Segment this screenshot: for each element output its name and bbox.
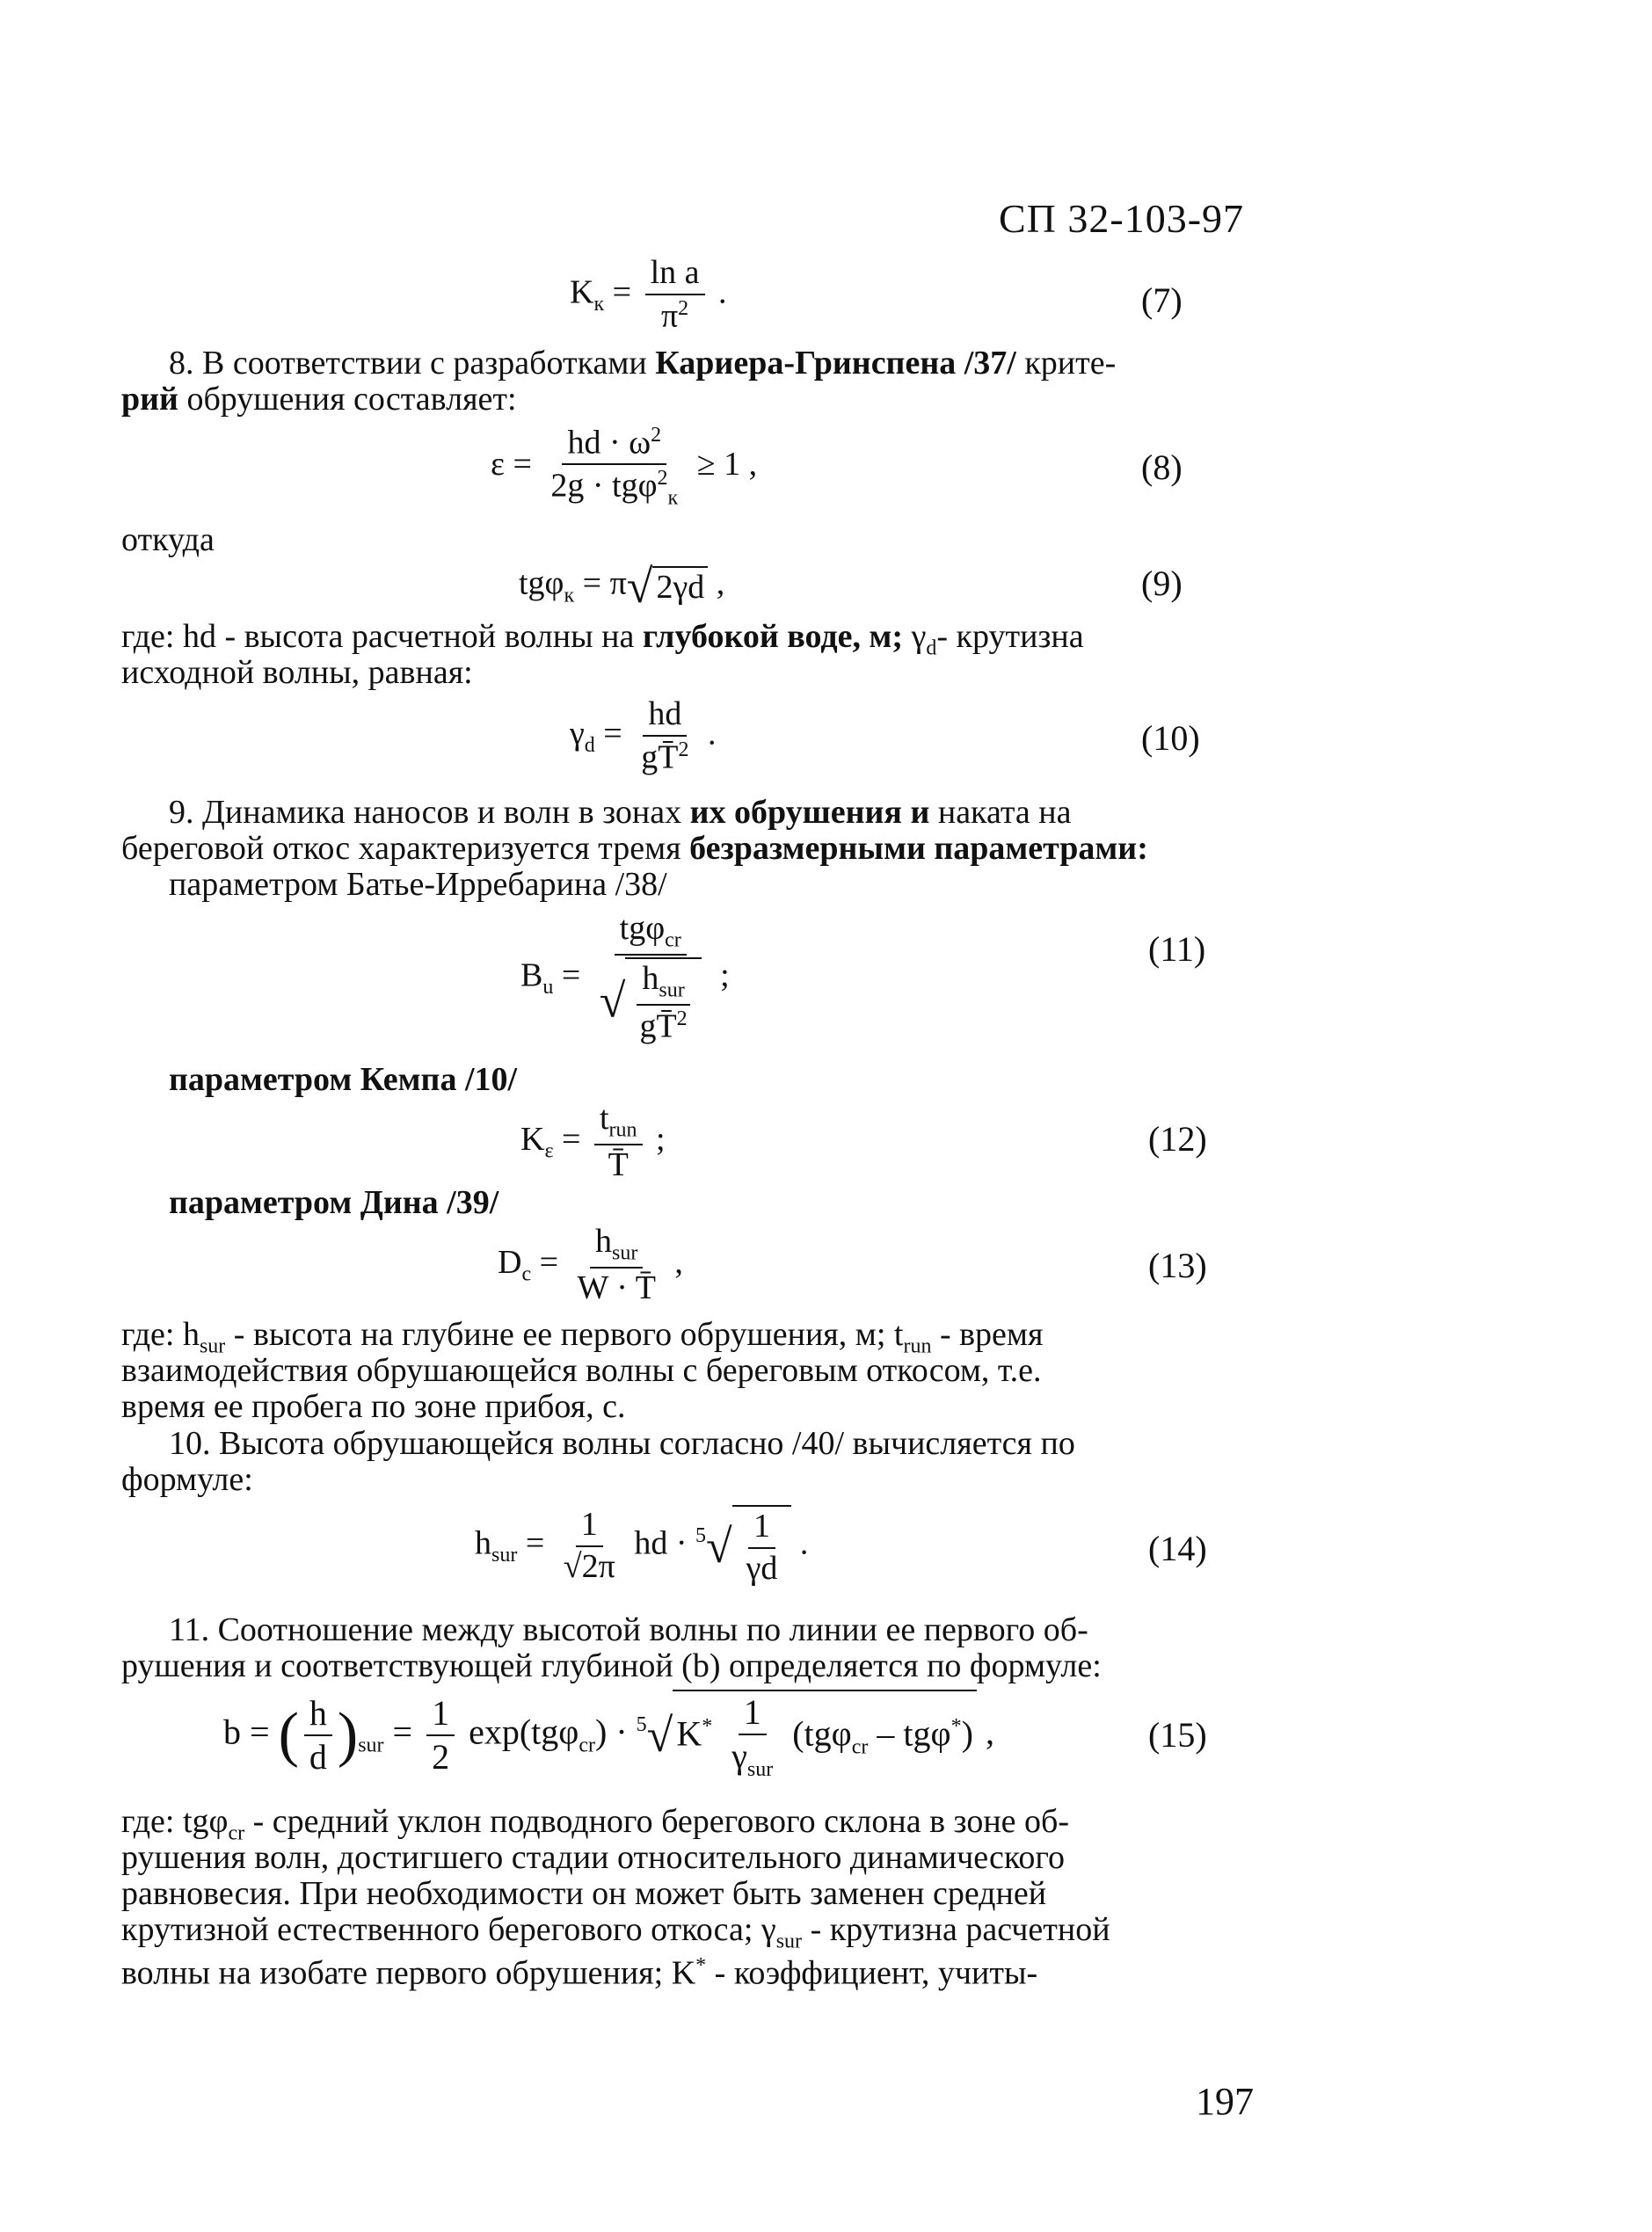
- page-number: 197: [1196, 2080, 1254, 2123]
- paragraph-11-line-2: рушения и соответствующей глубиной (b) определяется по формуле:: [121, 1647, 1102, 1684]
- equation-15: b = ( $\frac{h}{d}$ )$_{sur}$ = $\frac{1}{2}$ exp(tgφ$_{cr}$) · $^5$√ K* $\frac{1}{\gamma_{sur}}$ (tgφ$_{cr}$ – tgφ*) ,: [223, 1690, 994, 1781]
- equation-14-number: (14): [1148, 1529, 1207, 1568]
- equation-14: $h_{sur}$ = $\frac{1}{√2\pi}$ hd · $^5$√ $\frac{1}{\gamma d}$ .: [475, 1506, 809, 1587]
- definition-tgphi-line-4: крутизной естественного берегового откоса; $\gamma_{sur}$ - крутизна расчетной: [121, 1911, 1110, 1953]
- equation-12: $K_\varepsilon$ = $\frac{t_{run}}{T̄}$ ;: [520, 1100, 666, 1183]
- paragraph-8-line-2: рий обрушения составляет:: [121, 381, 517, 418]
- paragraph-9-line-1: 9. Динамика наносов и волн в зонах их обрушения и наката на: [169, 794, 1072, 831]
- definition-tgphi-line-2: рушения волн, достигшего стадии относительного динамического: [121, 1839, 1066, 1876]
- equation-7: $K_к$ = $\frac{\text{ln a}}{\pi^2}$ .: [570, 254, 727, 335]
- paragraph-8-line-1: 8. В соответствии с разработками Кариера-Гринспена /37/ крите-: [169, 345, 1117, 382]
- equation-7-number: (7): [1141, 280, 1183, 320]
- equation-15-number: (15): [1148, 1715, 1207, 1755]
- document-code: СП 32-103-97: [999, 196, 1245, 241]
- equation-9-number: (9): [1141, 563, 1183, 603]
- paragraph-9-line-2: береговой откос характеризуется тремя безразмерными параметрами:: [121, 830, 1148, 867]
- equation-11: $B_u$ = tgφ$_{cr}$ √ $\frac{h_{sur}}{gT̄^2}$ ;: [520, 910, 730, 1045]
- equation-8: ε = $\frac{hd \cdot \omega^2}{2g \cdot tg\varphi^2_к}$ ≥ 1 ,: [491, 424, 758, 510]
- definition-hsur-line-3: время ее пробега по зоне прибоя, с.: [121, 1388, 626, 1425]
- equation-9: tgφ$_к$ = π√ 2γd ,: [519, 560, 725, 613]
- dina-parameter-label: параметром Дина /39/: [169, 1184, 499, 1221]
- equation-10-number: (10): [1141, 718, 1200, 758]
- definition-hsur-line-2: взаимодействия обрушающейся волны с береговым откосом, т.е.: [121, 1352, 1042, 1389]
- equation-8-number: (8): [1141, 447, 1183, 487]
- definition-hsur-line-1: где: $h_{sur}$ - высота на глубине ее первого обрушения, м; $t_{run}$ - время: [121, 1316, 1044, 1358]
- equation-13: $D_c$ = $\frac{h_{sur}}{W \cdot T̄}$ ,: [498, 1223, 683, 1306]
- paragraph-9-line-3: параметром Батье-Ирребарина /38/: [169, 866, 667, 903]
- otkuda-text: откуда: [121, 521, 215, 558]
- definition-tgphi-line-3: равновесия. При необходимости он может быть заменен средней: [121, 1875, 1047, 1912]
- paragraph-10-line-2: формуле:: [121, 1461, 253, 1498]
- equation-10: $\gamma_d$ = $\frac{hd}{gT̄^2}$ .: [570, 695, 717, 776]
- definition-tgphi-line-5: волны на изобате первого обрушения; K* - коэффициент, учиты-: [121, 1954, 1038, 1992]
- definition-hd-line-1: где: hd - высота расчетной волны на глубокой воде, м; $\gamma_d-$ крутизна: [121, 618, 1084, 660]
- definition-tgphi-line-1: где: tgφ$_{cr}$ - средний уклон подводного берегового склона в зоне об-: [121, 1803, 1070, 1845]
- equation-13-number: (13): [1148, 1246, 1207, 1285]
- kempa-parameter-label: параметром Кемпа /10/: [169, 1061, 518, 1098]
- paragraph-11-line-1: 11. Соотношение между высотой волны по линии ее первого об-: [169, 1611, 1088, 1648]
- equation-11-number: (11): [1148, 929, 1206, 969]
- paragraph-10-line-1: 10. Высота обрушающейся волны согласно /40/ вычисляется по: [169, 1425, 1075, 1462]
- equation-12-number: (12): [1148, 1119, 1207, 1159]
- definition-hd-line-2: исходной волны, равная:: [121, 654, 473, 691]
